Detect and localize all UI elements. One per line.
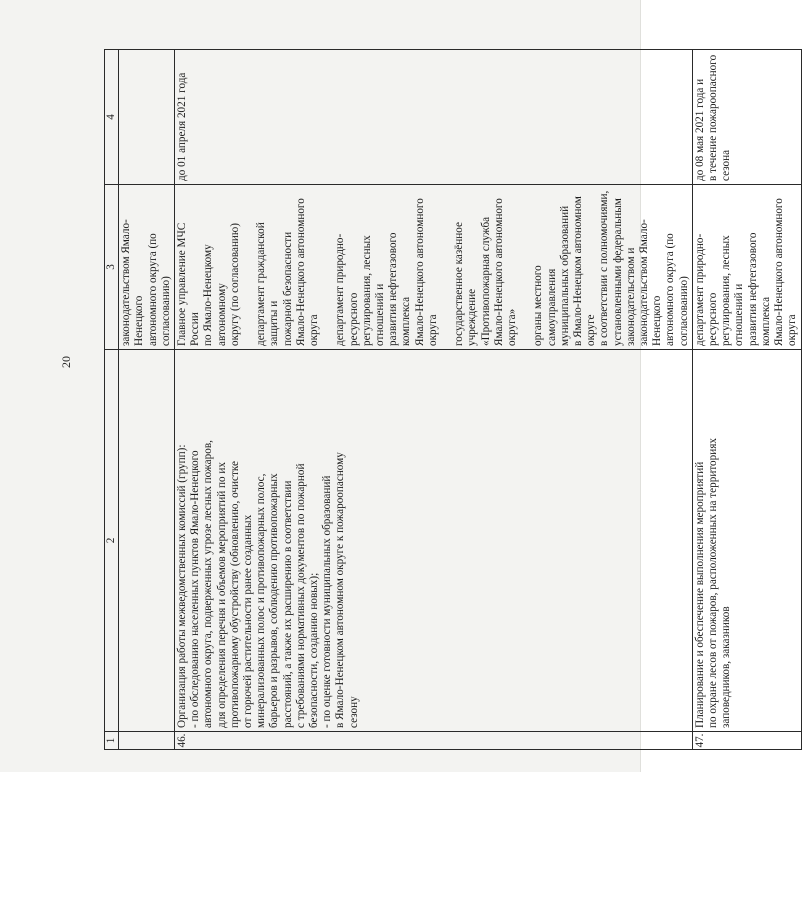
text-line: расстояний, а также их расширению в соответствии: [281, 480, 294, 728]
page-number: 20: [59, 356, 73, 368]
text-line: для определения перечня и объемов мероприятий по их: [215, 462, 228, 728]
text-line: в Ямало-Ненецком автономном округе к пожароопасному: [334, 452, 347, 728]
header-col-2: 2: [105, 350, 119, 732]
text-line: с требованиями нормативных документов по пожарной: [294, 463, 307, 728]
text-line: сезона: [720, 149, 733, 181]
row-responsible: [692, 185, 801, 350]
text-line: - по обследованию населенных пунктов Ямало-Ненецкого: [189, 450, 202, 728]
text-line: по охране лесов от пожаров, расположенных на территориях: [707, 438, 720, 728]
spacer: [242, 188, 255, 346]
text-line: округу (по согласованию): [228, 223, 241, 346]
text-line: безопасности, созданию новых);: [308, 572, 321, 728]
text-line: «Противопожарная служба: [479, 216, 492, 346]
text-line: законодательством Ямало-Ненецкого: [638, 219, 664, 346]
text-line: муниципальных образований: [558, 205, 571, 346]
text-line: противопожарному обустройству (обновлению, очистке: [228, 461, 241, 728]
row-responsible: [175, 185, 693, 350]
header-col-1: 1: [105, 732, 119, 750]
text-line: Ямало-Ненецкого автономного округа: [773, 198, 799, 346]
text-line: регулирования, лесных отношений и: [360, 235, 387, 346]
cont-text-line: автономного округа (по согласованию): [146, 233, 172, 346]
text-line: департамент природно-ресурсного: [693, 233, 720, 346]
text-line: законодательством и: [624, 247, 637, 346]
text-line: департамент гражданской защиты и: [255, 222, 281, 346]
header-col-3: 3: [105, 185, 119, 350]
text-line: минерализованных полос и противопожарных полос,: [255, 473, 268, 728]
row-measure-text: [175, 350, 693, 732]
text-line: в течение пожароопасного: [707, 54, 720, 181]
spacer: [440, 188, 453, 346]
text-line: Ямало-Ненецкого автономного округа: [413, 198, 439, 346]
table-row: [692, 50, 801, 750]
text-line: развития нефтегазового комплекса: [746, 232, 772, 346]
text-line: до 01 апреля 2021 года: [176, 72, 189, 181]
continuation-row: [119, 50, 175, 750]
header-col-4: 4: [105, 50, 119, 185]
text-line: сезону: [347, 696, 360, 728]
row-measure-text: [692, 350, 801, 732]
text-line: регулирования, лесных отношений и: [720, 235, 746, 346]
text-line: в Ямало-Ненецком автономном округе: [572, 196, 598, 346]
text-line: установленными федеральным: [611, 198, 624, 346]
cont-cell-3: [119, 185, 175, 350]
row-deadline: [175, 50, 693, 185]
text-line: заповедников, заказников: [720, 606, 733, 728]
text-line: по Ямало-Ненецкому автономному: [202, 244, 228, 346]
spacer: [321, 188, 334, 346]
table-header-row: [105, 50, 119, 750]
plan-table: [104, 49, 802, 750]
text-line: округа»: [506, 308, 519, 346]
rotated-table-area: [104, 50, 799, 750]
table-row: [175, 50, 693, 750]
cont-text-line: законодательством Ямало-Ненецкого: [120, 219, 146, 346]
text-line: Ямало-Ненецкого автономного округа: [294, 198, 321, 346]
text-line: автономного округа (по согласованию): [664, 233, 690, 346]
text-line: Главное управление МЧС России: [176, 222, 202, 346]
text-line: департамент природно-ресурсного: [334, 233, 360, 346]
cont-cell-1: [119, 732, 175, 750]
cont-cell-2: [119, 350, 175, 732]
text-line: Планирование и обеспечение выполнения мероприятий: [693, 461, 706, 728]
row-deadline: [692, 50, 801, 185]
text-line: от горючей растительности ранее созданных: [242, 514, 255, 728]
text-line: барьеров и разрывов, соблюдению противопожарных: [268, 473, 281, 728]
text-line: в соответствии с полномочиями,: [598, 190, 611, 346]
row-number: 47.: [692, 732, 801, 750]
text-line: - по оценке готовности муниципальных образований: [321, 475, 334, 728]
spacer: [519, 188, 532, 346]
text-line: органы местного самоуправления: [532, 265, 558, 346]
row-number: 46.: [175, 732, 693, 750]
text-line: до 08 мая 2021 года и: [693, 78, 706, 181]
text-line: Организация работы межведомственных комиссий (групп):: [176, 444, 189, 728]
text-line: развития нефтегазового комплекса: [387, 232, 413, 346]
text-line: пожарной безопасности: [281, 231, 294, 346]
text-line: автономного округа, подверженных угрозе лесных пожаров,: [202, 440, 215, 728]
cont-cell-4: [119, 50, 175, 185]
text-line: государственное казённое учреждение: [453, 222, 479, 346]
text-line: Ямало-Ненецкого автономного: [492, 198, 505, 346]
